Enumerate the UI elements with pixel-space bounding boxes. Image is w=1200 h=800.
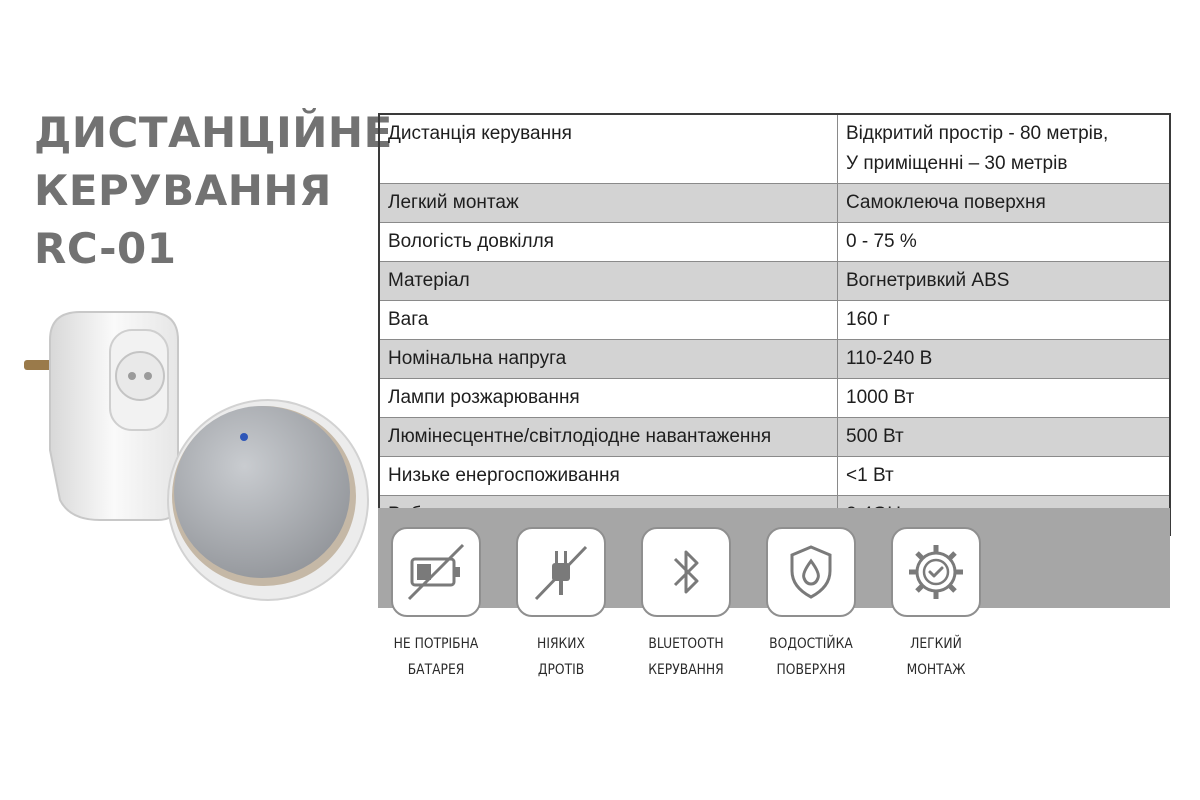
title-line-3: RC-01 bbox=[34, 224, 177, 273]
socket-outlet bbox=[116, 352, 164, 400]
title-line-1: ДИСТАНЦІЙНЕ bbox=[34, 108, 393, 157]
feature-tile bbox=[766, 527, 856, 617]
battery-crossed-icon bbox=[403, 539, 469, 605]
feature-no-wires bbox=[501, 527, 621, 683]
spec-row bbox=[379, 340, 1170, 379]
spec-value: Вогнетривкий ABS bbox=[838, 262, 1171, 301]
feature-no-battery bbox=[376, 527, 496, 683]
gear-check-icon bbox=[903, 539, 969, 605]
spec-value-line: Відкритий простір - 80 метрів, bbox=[846, 123, 1109, 144]
feature-label-line: КЕРУВАННЯ bbox=[648, 662, 724, 678]
product-image bbox=[20, 300, 370, 620]
feature-label-line: НЕ ПОТРІБНА bbox=[393, 636, 479, 652]
spec-value: 1000 Вт bbox=[838, 379, 1171, 418]
switch-button-face bbox=[174, 406, 350, 578]
feature-label-line: БАТАРЕЯ bbox=[407, 662, 465, 678]
page-title bbox=[34, 104, 393, 278]
feature-label bbox=[883, 631, 989, 683]
spec-value: <1 Вт bbox=[838, 457, 1171, 496]
spec-row bbox=[379, 114, 1170, 184]
spec-value: 0 - 75 % bbox=[838, 223, 1171, 262]
spec-name: Дистанція керування bbox=[379, 114, 838, 184]
feature-label-line: BLUETOOTH bbox=[648, 636, 724, 652]
feature-label-line: МОНТАЖ bbox=[906, 662, 966, 678]
spec-name: Номінальна напруга bbox=[379, 340, 838, 379]
spec-name: Легкий монтаж bbox=[379, 184, 838, 223]
feature-label-line: ПОВЕРХНЯ bbox=[776, 662, 846, 678]
plug-pin bbox=[24, 360, 52, 370]
spec-name: Лампи розжарювання bbox=[379, 379, 838, 418]
spec-name: Люмінесцентне/світлодіодне навантаження bbox=[379, 418, 838, 457]
spec-row bbox=[379, 418, 1170, 457]
spec-row bbox=[379, 262, 1170, 301]
spec-name: Вага bbox=[379, 301, 838, 340]
spec-row bbox=[379, 184, 1170, 223]
feature-tile bbox=[516, 527, 606, 617]
feature-easy-mount bbox=[876, 527, 996, 683]
spec-name: Вологість довкілля bbox=[379, 223, 838, 262]
feature-bluetooth bbox=[626, 527, 746, 683]
feature-label bbox=[758, 631, 864, 683]
feature-label-line: ВОДОСТІЙКА bbox=[769, 636, 853, 652]
spec-value bbox=[838, 114, 1171, 184]
water-shield-icon bbox=[778, 539, 844, 605]
spec-value: Самоклеюча поверхня bbox=[838, 184, 1171, 223]
spec-table bbox=[378, 113, 1171, 536]
spec-value: 500 Вт bbox=[838, 418, 1171, 457]
spec-name: Матеріал bbox=[379, 262, 838, 301]
spec-value: 160 г bbox=[838, 301, 1171, 340]
spec-row bbox=[379, 301, 1170, 340]
spec-row bbox=[379, 379, 1170, 418]
spec-row bbox=[379, 457, 1170, 496]
feature-label bbox=[508, 631, 614, 683]
feature-tile bbox=[391, 527, 481, 617]
feature-tile bbox=[891, 527, 981, 617]
plug-crossed-icon bbox=[528, 539, 594, 605]
bluetooth-icon bbox=[653, 539, 719, 605]
spec-name: Низьке енергоспоживання bbox=[379, 457, 838, 496]
feature-waterproof bbox=[751, 527, 871, 683]
feature-label-line: НІЯКИХ bbox=[537, 636, 585, 652]
feature-label bbox=[383, 631, 489, 683]
feature-label bbox=[633, 631, 739, 683]
status-led bbox=[240, 433, 248, 441]
feature-label-line: ДРОТІВ bbox=[537, 662, 585, 678]
title-line-2: КЕРУВАННЯ bbox=[34, 166, 332, 215]
feature-tile bbox=[641, 527, 731, 617]
spec-row bbox=[379, 223, 1170, 262]
spec-value-line: У приміщенні – 30 метрів bbox=[846, 153, 1068, 174]
spec-value: 110-240 В bbox=[838, 340, 1171, 379]
feature-label-line: ЛЕГКИЙ bbox=[910, 636, 962, 652]
